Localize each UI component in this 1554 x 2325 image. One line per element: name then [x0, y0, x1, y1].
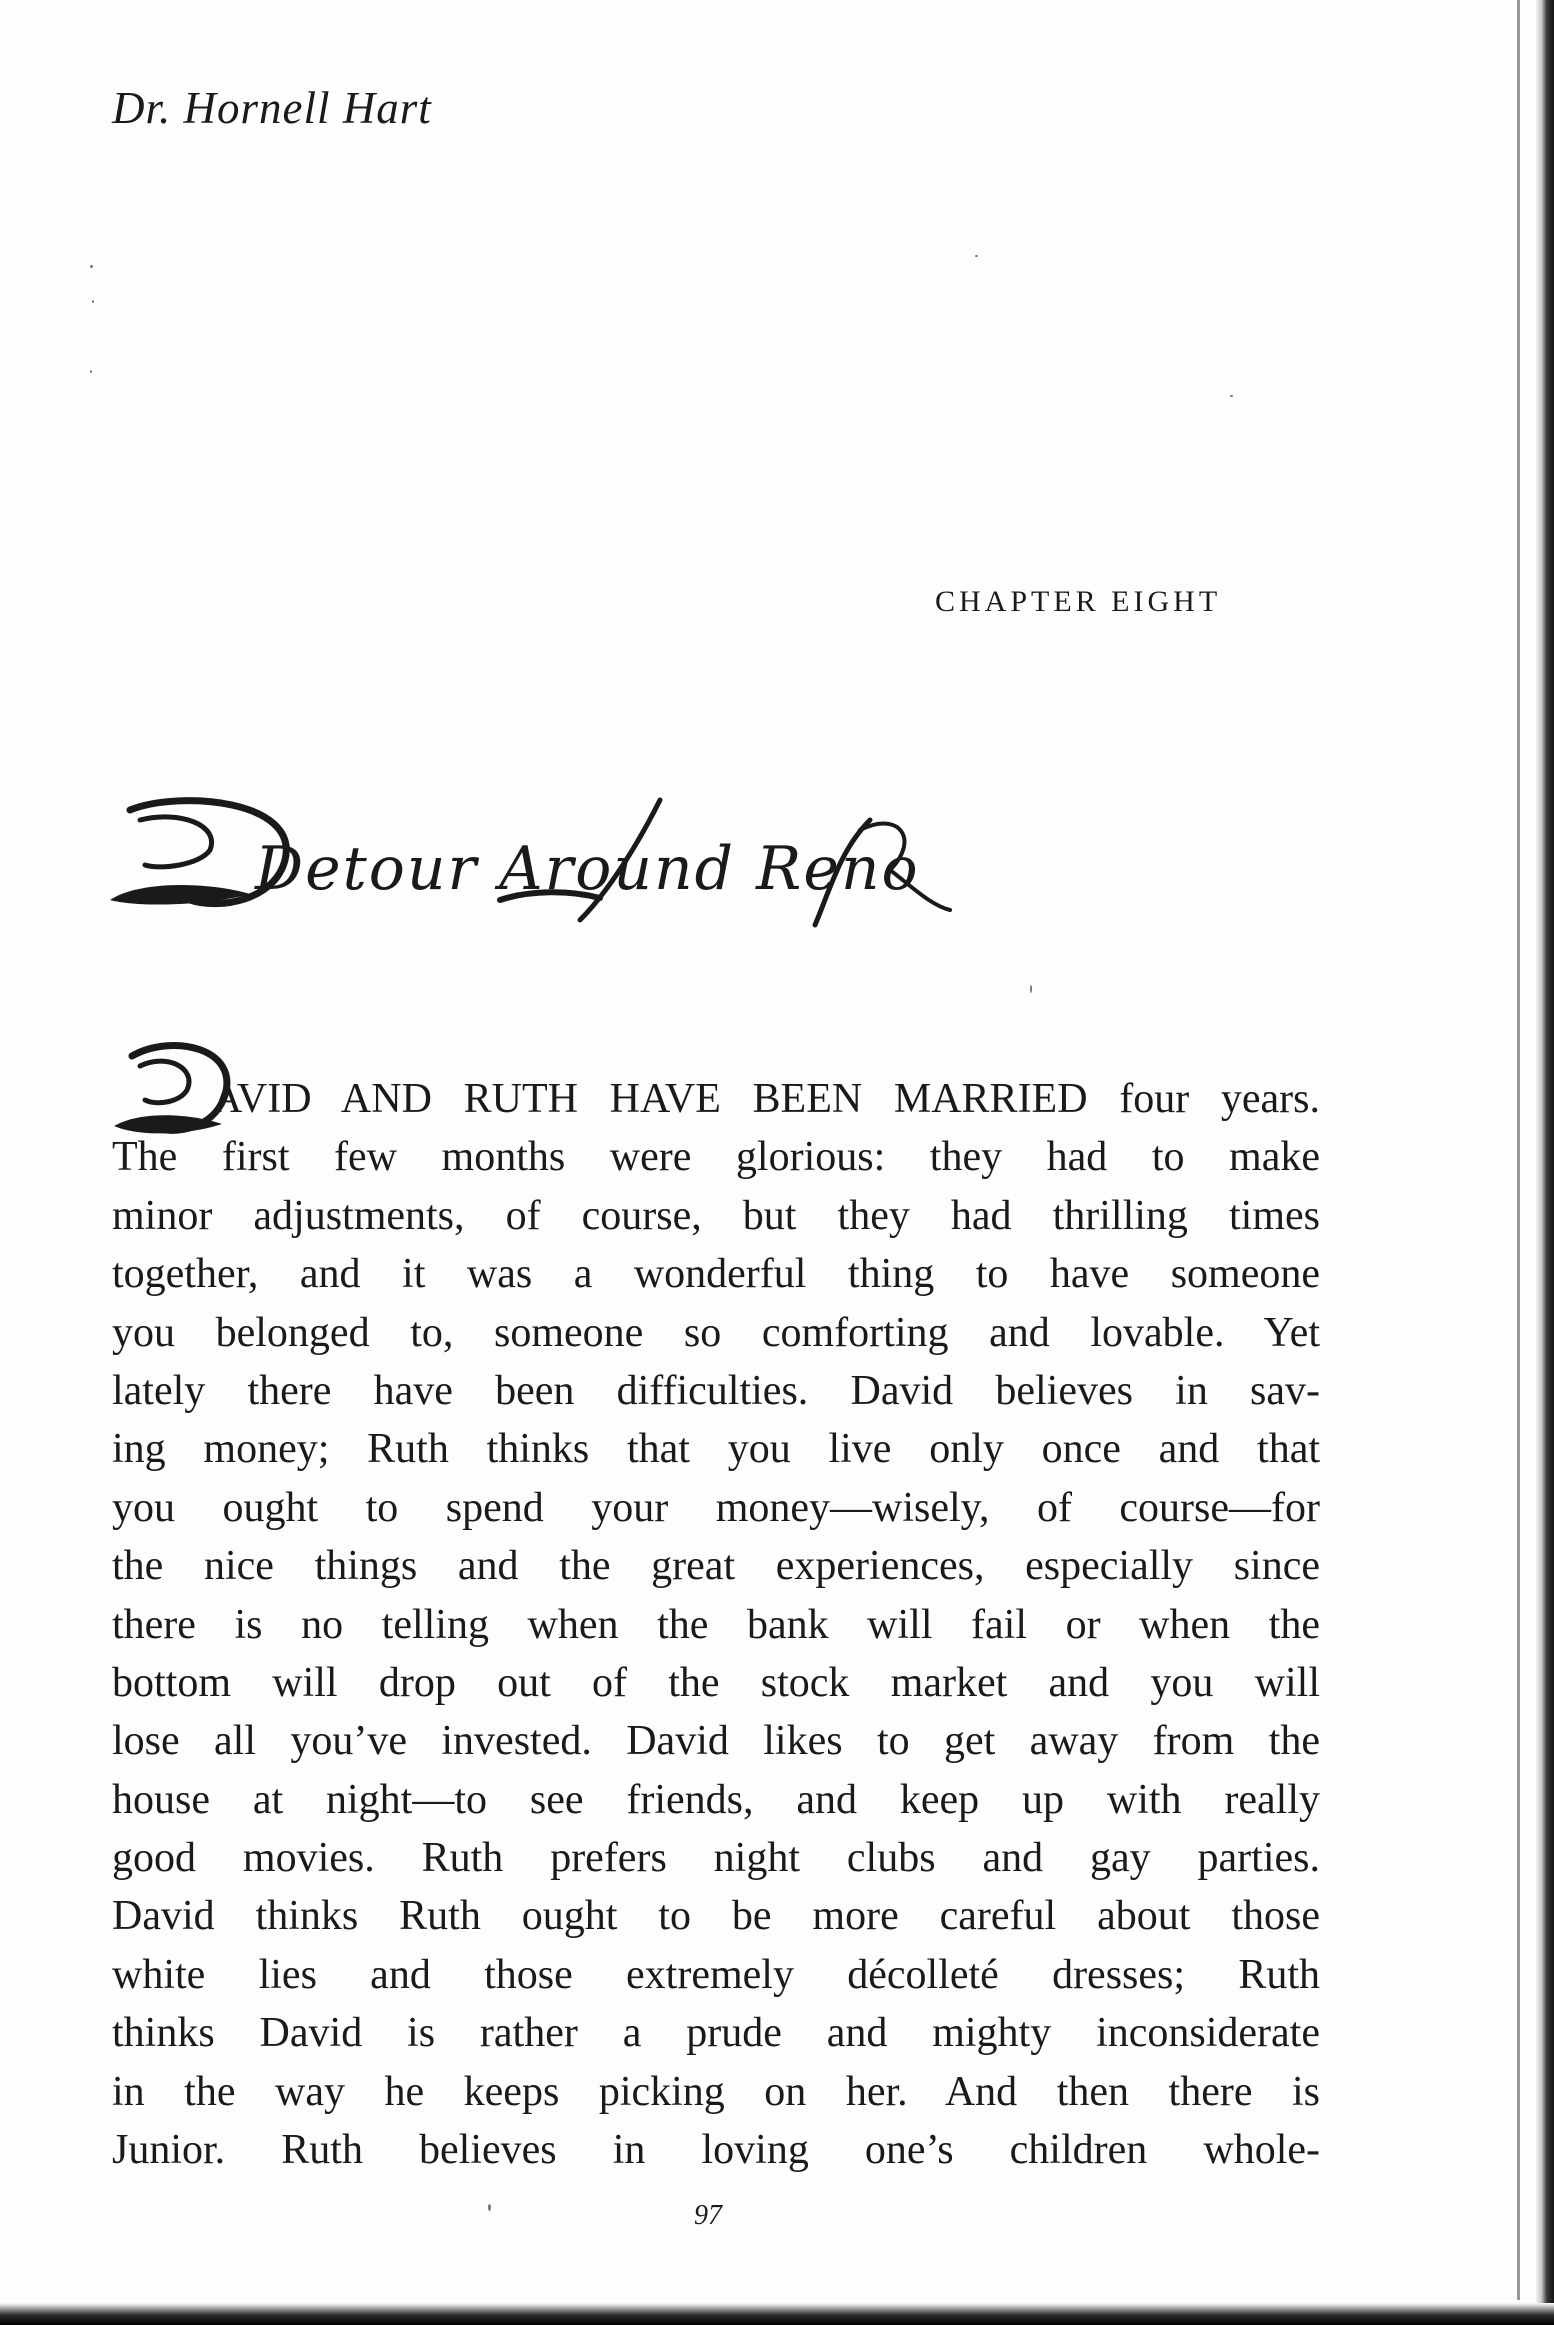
- page-number: 97: [694, 2200, 722, 2231]
- text-line: together, and it was a wonderful thing to have someone: [112, 1251, 1320, 1298]
- chapter-label: CHAPTER EIGHT: [935, 585, 1222, 618]
- text-line: Junior. Ruth believes in loving one’s children whole-: [112, 2127, 1320, 2174]
- scan-speck: [488, 2204, 491, 2211]
- chapter-title-text: Detour Around Reno: [255, 834, 920, 904]
- text-line: ing money; Ruth thinks that you live only once and that: [112, 1426, 1320, 1473]
- text-line: there is no telling when the bank will fail or when the: [112, 1601, 1320, 1648]
- scan-speck: [975, 255, 978, 257]
- text-line: lose all you’ve invested. David likes to get away from the: [112, 1718, 1320, 1765]
- scan-speck: [92, 300, 94, 303]
- chapter-title: [100, 790, 1100, 940]
- text-line: David thinks Ruth ought to be more careful about those: [112, 1893, 1320, 1940]
- text-line: white lies and those extremely décolleté dresses; Ruth: [112, 1951, 1320, 1998]
- text-line: minor adjustments, of course, but they had thrilling times: [112, 1192, 1320, 1239]
- scan-speck: [90, 370, 92, 373]
- body-text: [112, 1070, 1320, 2179]
- scan-speck: [1230, 395, 1233, 397]
- dropcap-d-icon: [112, 1038, 232, 1143]
- running-head-author: Dr. Hornell Hart: [112, 83, 432, 133]
- text-line: you belonged to, someone so comforting and lovable. Yet: [112, 1309, 1320, 1356]
- text-line: good movies. Ruth prefers night clubs and gay parties.: [112, 1835, 1320, 1882]
- text-line: AVID AND RUTH HAVE BEEN MARRIED four years.: [212, 1076, 1320, 1122]
- scan-speck: [90, 265, 93, 268]
- text-line: you ought to spend your money—wisely, of course—for: [112, 1484, 1320, 1531]
- text-line: in the way he keeps picking on her. And then there is: [112, 2068, 1320, 2115]
- text-line: bottom will drop out of the stock market and you will: [112, 1659, 1320, 1706]
- scan-edge-right: [1536, 0, 1554, 2325]
- text-line: the nice things and the great experiences, especially since: [112, 1543, 1320, 1590]
- scan-speck: [1030, 985, 1032, 993]
- text-line: house at night—to see friends, and keep up with really: [112, 1776, 1320, 1823]
- text-line: thinks David is rather a prude and mighty inconsiderate: [112, 2010, 1320, 2057]
- scan-edge-bottom: [0, 2303, 1554, 2325]
- scan-edge-line: [1517, 0, 1520, 2300]
- text-line: The first few months were glorious: they had to make: [112, 1134, 1320, 1181]
- text-line: lately there have been difficulties. David believes in sav-: [112, 1367, 1320, 1414]
